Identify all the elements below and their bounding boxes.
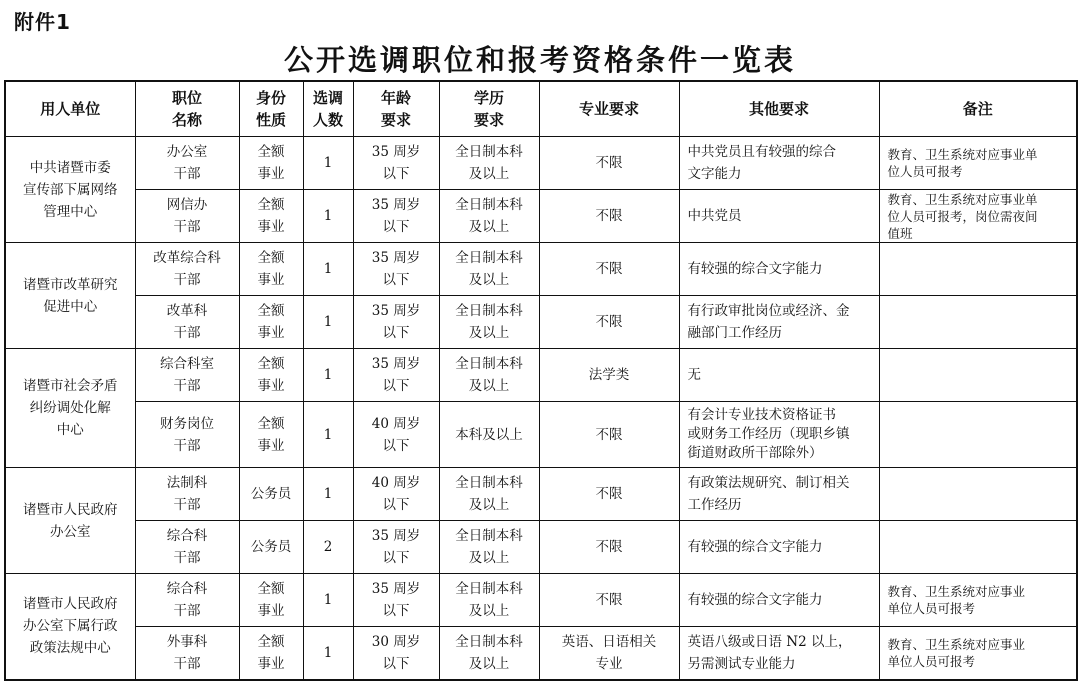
cell-other: 有政策法规研究、制订相关 工作经历 [679, 468, 879, 521]
header-identity: 身份 性质 [239, 81, 303, 137]
cell-count: 1 [303, 627, 353, 680]
table-row [5, 137, 1077, 190]
cell-count: 1 [303, 190, 353, 243]
cell-major: 不限 [539, 137, 679, 190]
header-education: 学历 要求 [439, 81, 539, 137]
cell-education: 全日制本科 及以上 [439, 521, 539, 574]
cell-identity: 全额 事业 [239, 243, 303, 296]
cell-position: 综合科 干部 [135, 521, 239, 574]
cell-unit: 中共诸暨市委 宣传部下属网络 管理中心 [5, 137, 135, 243]
cell-age: 35 周岁 以下 [353, 243, 439, 296]
cell-identity: 全额 事业 [239, 574, 303, 627]
cell-major: 不限 [539, 521, 679, 574]
cell-note [879, 243, 1077, 296]
cell-note: 教育、卫生系统对应事业 单位人员可报考 [879, 574, 1077, 627]
positions-table [4, 80, 1078, 681]
cell-position: 外事科 干部 [135, 627, 239, 680]
header-major: 专业要求 [539, 81, 679, 137]
cell-education: 全日制本科 及以上 [439, 627, 539, 680]
cell-count: 1 [303, 137, 353, 190]
cell-identity: 全额 事业 [239, 627, 303, 680]
table-row [5, 243, 1077, 296]
cell-position: 改革综合科 干部 [135, 243, 239, 296]
cell-major: 不限 [539, 296, 679, 349]
cell-education: 全日制本科 及以上 [439, 137, 539, 190]
cell-position: 综合科 干部 [135, 574, 239, 627]
cell-other: 有较强的综合文字能力 [679, 243, 879, 296]
cell-note: 教育、卫生系统对应事业 单位人员可报考 [879, 627, 1077, 680]
cell-education: 全日制本科 及以上 [439, 243, 539, 296]
cell-identity: 全额 事业 [239, 190, 303, 243]
cell-education: 本科及以上 [439, 402, 539, 468]
attachment-label: 附件1 [14, 10, 71, 34]
table-row [5, 468, 1077, 521]
cell-note: 教育、卫生系统对应事业单 位人员可报考 [879, 137, 1077, 190]
cell-education: 全日制本科 及以上 [439, 190, 539, 243]
cell-age: 40 周岁 以下 [353, 402, 439, 468]
table-row [5, 296, 1077, 349]
cell-count: 1 [303, 574, 353, 627]
table-row [5, 627, 1077, 680]
cell-note [879, 521, 1077, 574]
cell-age: 35 周岁 以下 [353, 349, 439, 402]
header-note: 备注 [879, 81, 1077, 137]
cell-age: 35 周岁 以下 [353, 137, 439, 190]
cell-count: 1 [303, 468, 353, 521]
header-position: 职位 名称 [135, 81, 239, 137]
cell-identity: 全额 事业 [239, 296, 303, 349]
cell-age: 40 周岁 以下 [353, 468, 439, 521]
cell-age: 30 周岁 以下 [353, 627, 439, 680]
cell-age: 35 周岁 以下 [353, 521, 439, 574]
cell-identity: 公务员 [239, 468, 303, 521]
cell-other: 有会计专业技术资格证书 或财务工作经历（现职乡镇 街道财政所干部除外） [679, 402, 879, 468]
cell-other: 有较强的综合文字能力 [679, 574, 879, 627]
table-row [5, 349, 1077, 402]
cell-count: 1 [303, 402, 353, 468]
cell-other: 中共党员且有较强的综合 文字能力 [679, 137, 879, 190]
cell-education: 全日制本科 及以上 [439, 349, 539, 402]
cell-note [879, 349, 1077, 402]
cell-major: 英语、日语相关 专业 [539, 627, 679, 680]
cell-age: 35 周岁 以下 [353, 296, 439, 349]
cell-other: 有行政审批岗位或经济、金 融部门工作经历 [679, 296, 879, 349]
cell-age: 35 周岁 以下 [353, 190, 439, 243]
cell-identity: 全额 事业 [239, 137, 303, 190]
cell-position: 改革科 干部 [135, 296, 239, 349]
table-row [5, 190, 1077, 243]
header-other: 其他要求 [679, 81, 879, 137]
cell-other: 无 [679, 349, 879, 402]
cell-identity: 公务员 [239, 521, 303, 574]
cell-position: 网信办 干部 [135, 190, 239, 243]
cell-major: 不限 [539, 468, 679, 521]
cell-note [879, 468, 1077, 521]
cell-unit: 诸暨市改革研究 促进中心 [5, 243, 135, 349]
cell-education: 全日制本科 及以上 [439, 574, 539, 627]
cell-major: 法学类 [539, 349, 679, 402]
header-count: 选调 人数 [303, 81, 353, 137]
cell-unit: 诸暨市人民政府 办公室下属行政 政策法规中心 [5, 574, 135, 680]
cell-note [879, 296, 1077, 349]
cell-major: 不限 [539, 243, 679, 296]
header-age: 年龄 要求 [353, 81, 439, 137]
cell-position: 财务岗位 干部 [135, 402, 239, 468]
page-title: 公开选调职位和报考资格条件一览表 [283, 43, 796, 77]
cell-position: 法制科 干部 [135, 468, 239, 521]
cell-count: 1 [303, 243, 353, 296]
cell-position: 综合科室 干部 [135, 349, 239, 402]
cell-unit: 诸暨市人民政府 办公室 [5, 468, 135, 574]
cell-position: 办公室 干部 [135, 137, 239, 190]
cell-education: 全日制本科 及以上 [439, 468, 539, 521]
cell-other: 英语八级或日语 N2 以上， 另需测试专业能力 [679, 627, 879, 680]
table-row [5, 521, 1077, 574]
cell-identity: 全额 事业 [239, 349, 303, 402]
cell-count: 2 [303, 521, 353, 574]
header-unit: 用人单位 [5, 81, 135, 137]
cell-other: 中共党员 [679, 190, 879, 243]
table-header-row [5, 81, 1077, 137]
table-row [5, 402, 1077, 468]
cell-count: 1 [303, 296, 353, 349]
cell-note [879, 402, 1077, 468]
cell-major: 不限 [539, 402, 679, 468]
cell-other: 有较强的综合文字能力 [679, 521, 879, 574]
cell-age: 35 周岁 以下 [353, 574, 439, 627]
cell-major: 不限 [539, 574, 679, 627]
cell-identity: 全额 事业 [239, 402, 303, 468]
cell-count: 1 [303, 349, 353, 402]
cell-note: 教育、卫生系统对应事业单 位人员可报考，岗位需夜间 值班 [879, 190, 1077, 243]
cell-education: 全日制本科 及以上 [439, 296, 539, 349]
table-row [5, 574, 1077, 627]
cell-unit: 诸暨市社会矛盾 纠纷调处化解 中心 [5, 349, 135, 468]
cell-major: 不限 [539, 190, 679, 243]
